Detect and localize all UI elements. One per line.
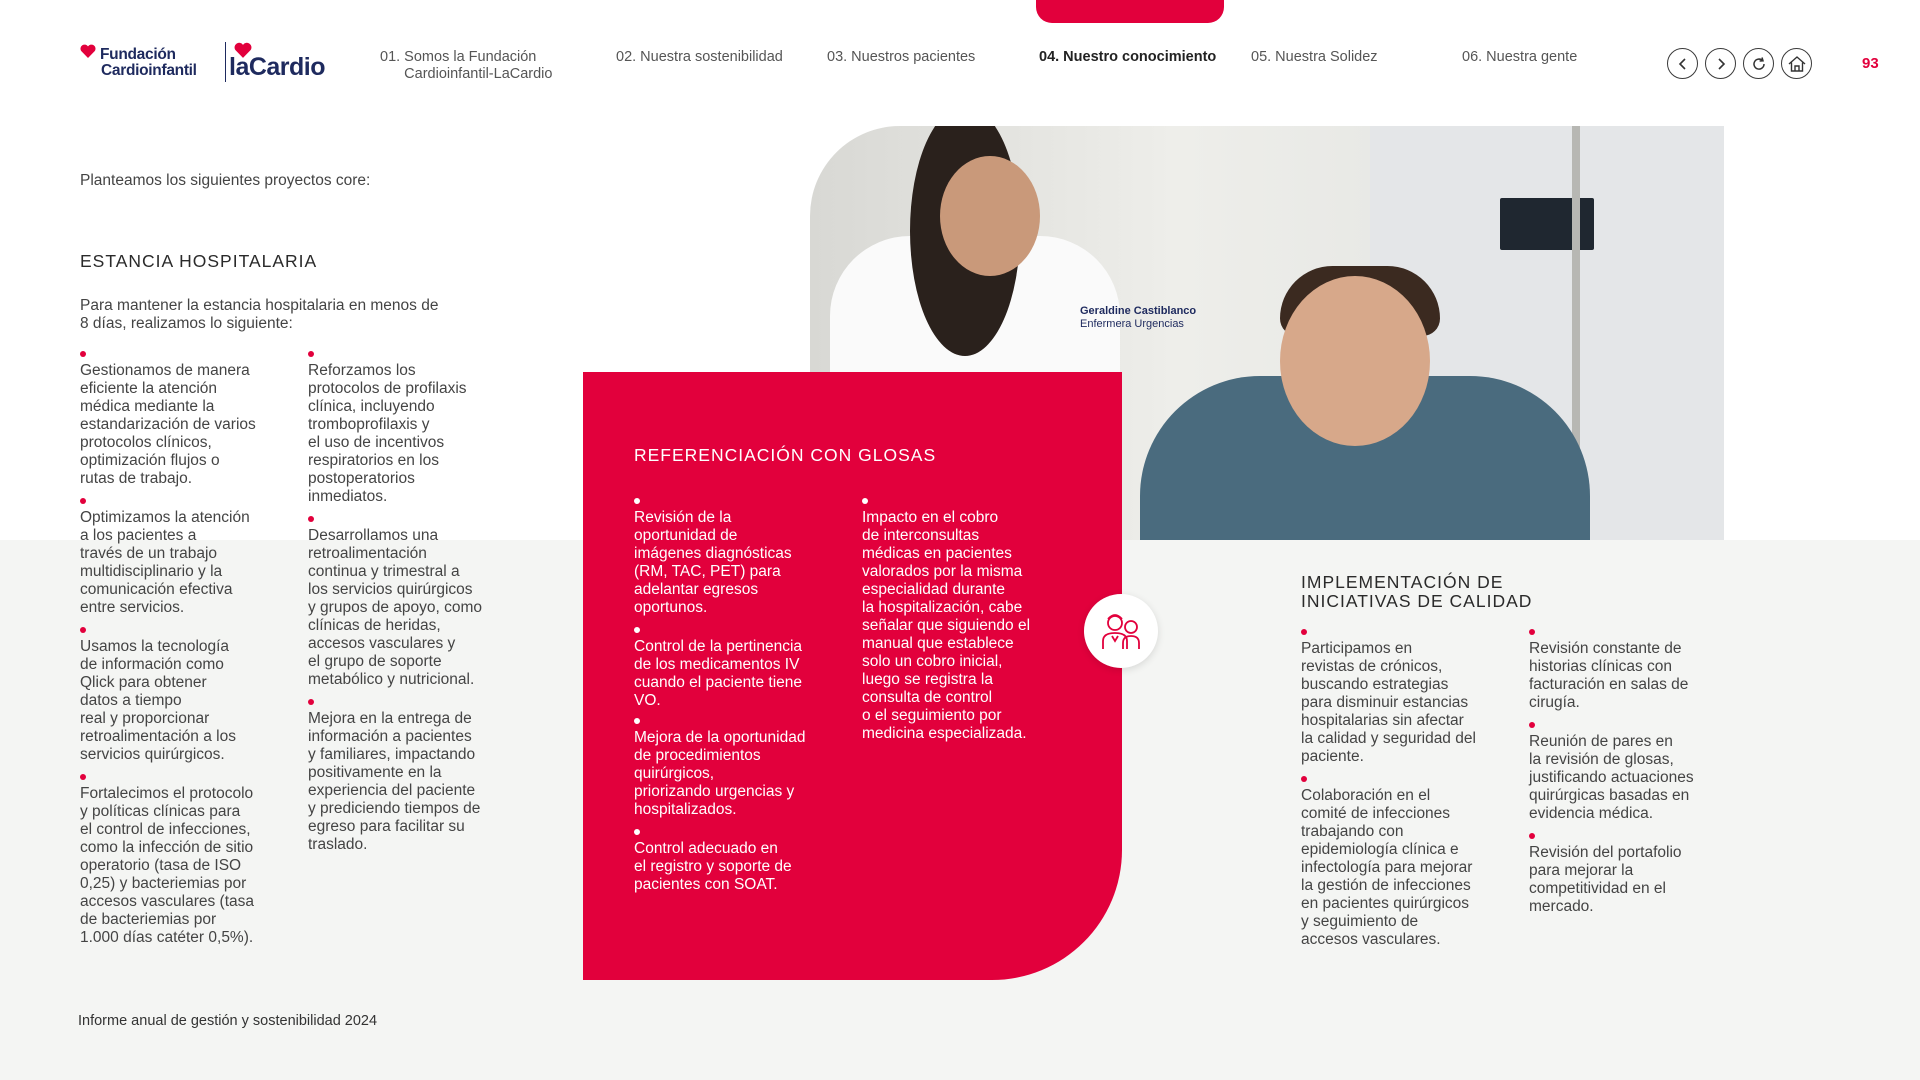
medical-team-icon: [1095, 605, 1147, 657]
chevron-left-icon: [1676, 57, 1690, 71]
active-section-marker: [1036, 0, 1224, 23]
estancia-lead: Para mantener la estancia hospitalaria en menos de 8 días, realizamos lo siguiente:: [80, 297, 439, 332]
people-icon-badge: [1084, 594, 1158, 668]
heart-icon: [80, 44, 96, 58]
photo-caption: [1080, 305, 1196, 331]
list-item: Revisión del portafolio para mejorar la competitividad en el mercado.: [1529, 844, 1682, 916]
list-item: Desarrollamos una retroalimentación continua y trimestral a los servicios quirúrgicos y grupos de apoyo, como clínicas de heridas, accesos vasculares y el grupo de soporte metabólico y nutricional.: [308, 527, 482, 689]
nav-item-sostenibilidad[interactable]: 02. Nuestra sostenibilidad: [616, 49, 783, 65]
home-button[interactable]: [1781, 48, 1812, 79]
logo-line-2: Cardioinfantil: [101, 62, 197, 79]
logo-line-1: Fundación: [100, 46, 176, 63]
list-item: Usamos la tecnología de información como Qlick para obtener datos a tiempo real y proporcionar retroalimentación a los servicios quirúrgicos.: [80, 638, 236, 764]
chevron-right-icon: [1714, 57, 1728, 71]
logo-divider: [225, 42, 226, 82]
list-item: Participamos en revistas de crónicos, buscando estrategias para disminuir estancias hospitalarias sin afectar la calidad y seguridad del paciente.: [1301, 640, 1476, 766]
nav-item-somos[interactable]: 01. Somos la Fundación Cardioinfantil-LaCardio: [380, 49, 553, 82]
nav-item-pacientes[interactable]: 03. Nuestros pacientes: [827, 49, 976, 65]
list-item: Control adecuado en el registro y soporte de pacientes con SOAT.: [634, 840, 792, 894]
glosas-title: REFERENCIACIÓN CON GLOSAS: [634, 445, 937, 465]
nav-item-solidez[interactable]: 05. Nuestra Solidez: [1251, 49, 1378, 65]
page-number: 93: [1862, 55, 1879, 72]
estancia-title: ESTANCIA HOSPITALARIA: [80, 251, 318, 271]
list-item: Revisión de la oportunidad de imágenes diagnósticas (RM, TAC, PET) para adelantar egresos oportunos.: [634, 509, 792, 617]
list-item: Revisión constante de historias clínicas con facturación en salas de cirugía.: [1529, 640, 1688, 712]
list-item: Mejora en la entrega de información a pacientes y familiares, impactando positivamente en la experiencia del paciente y prediciendo tiempos de egreso para facilitar su traslado.: [308, 710, 480, 854]
home-icon: [1787, 55, 1807, 73]
list-item: Control de la pertinencia de los medicamentos IV cuando el paciente tiene VO.: [634, 638, 802, 710]
intro-text: Planteamos los siguientes proyectos core:: [80, 172, 371, 189]
glosas-panel: [583, 372, 1122, 980]
caption-name: Geraldine Castiblanco: [1080, 305, 1197, 317]
list-item: Optimizamos la atención a los pacientes a través de un trabajo multidisciplinario y la comunicación efectiva entre servicios.: [80, 509, 250, 617]
next-page-button[interactable]: [1705, 48, 1736, 79]
logo[interactable]: [80, 42, 326, 82]
refresh-icon: [1750, 55, 1768, 73]
caption-role: Enfermera Urgencias: [1080, 318, 1184, 330]
calidad-title: IMPLEMENTACIÓN DE INICIATIVAS DE CALIDAD: [1301, 572, 1533, 611]
list-item: Reunión de pares en la revisión de glosas, justificando actuaciones quirúrgicas basadas en evidencia médica.: [1529, 733, 1694, 823]
list-item: Fortalecimos el protocolo y políticas clínicas para el control de infecciones, como la infección de sitio operatorio (tasa de ISO 0,25) y bacteriemias por accesos vasculares (tasa de bacteriemias por 1.000 días catéter 0,5%).: [80, 785, 254, 947]
list-item: Gestionamos de manera eficiente la atención médica mediante la estandarización de varios protocolos clínicos, optimización flujos o rutas de trabajo.: [80, 362, 256, 488]
refresh-button[interactable]: [1743, 48, 1774, 79]
list-item: Impacto en el cobro de interconsultas médicas en pacientes valorados por la misma especialidad durante la hospitalización, cabe señalar que siguiendo el manual que establece solo un cobro inicial, luego se registra la consulta de control o el seguimiento por medicina especializada.: [862, 509, 1030, 743]
previous-page-button[interactable]: [1667, 48, 1698, 79]
lacardio-logo: laCardio: [229, 53, 326, 81]
report-footer: Informe anual de gestión y sostenibilidad 2024: [78, 1013, 378, 1029]
nav-item-conocimiento[interactable]: 04. Nuestro conocimiento: [1039, 49, 1217, 65]
list-item: Colaboración en el comité de infecciones trabajando con epidemiología clínica e infectología para mejorar la gestión de infecciones en pacientes quirúrgicos y seguimiento de accesos vasculares.: [1301, 787, 1472, 949]
nav-item-gente[interactable]: 06. Nuestra gente: [1462, 49, 1578, 65]
list-item: Mejora de la oportunidad de procedimientos quirúrgicos, priorizando urgencias y hospitalizados.: [634, 729, 805, 819]
list-item: Reforzamos los protocolos de profilaxis clínica, incluyendo tromboprofilaxis y el uso de incentivos respiratorios en los postoperatorios inmediatos.: [308, 362, 467, 506]
